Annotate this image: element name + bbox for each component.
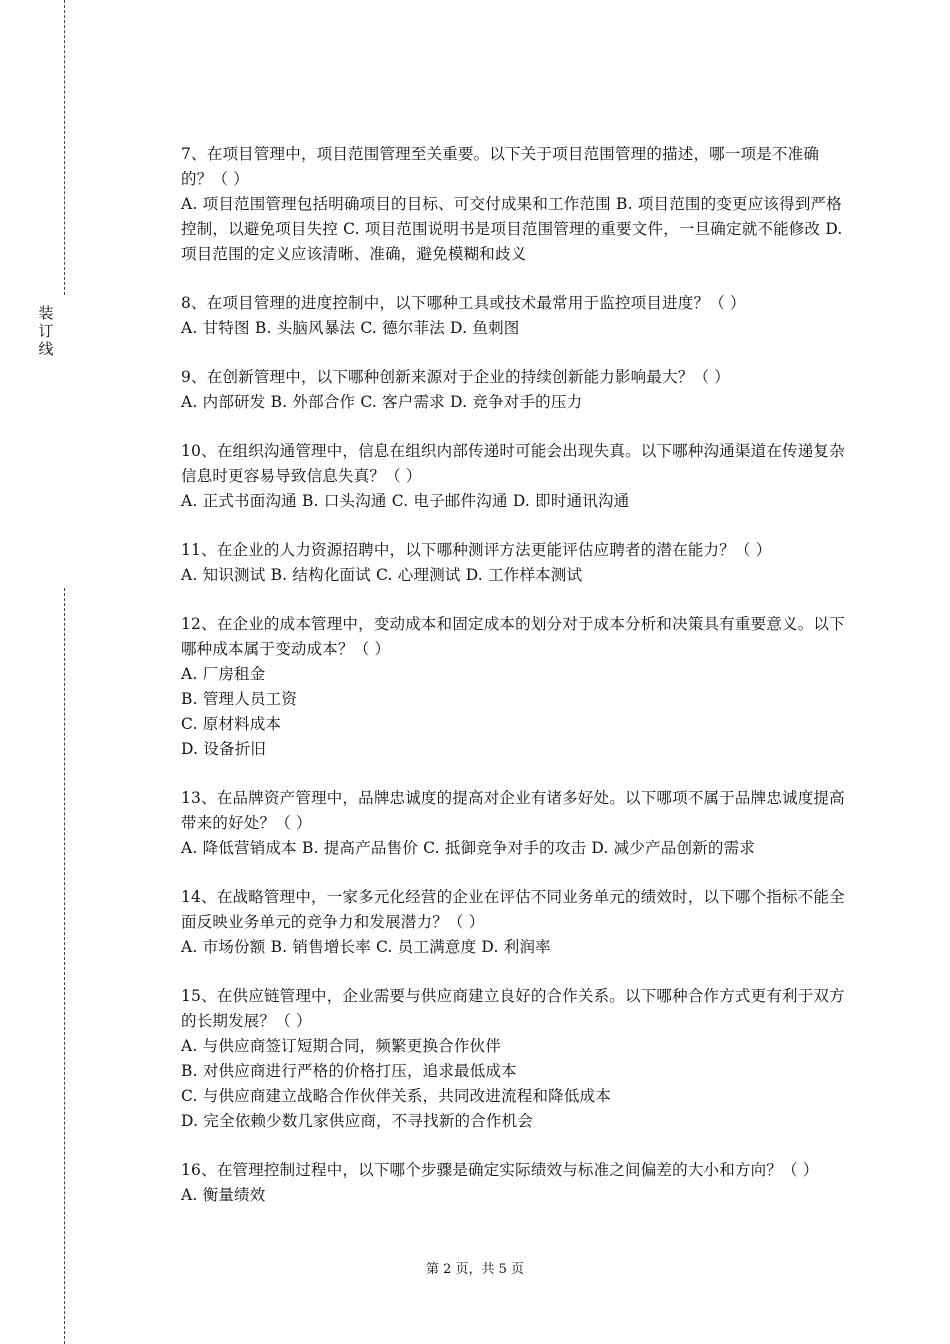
option-b: B. 对供应商进行严格的价格打压，追求最低成本: [181, 1062, 517, 1080]
binding-char: 线: [38, 340, 54, 358]
question-11: [181, 538, 846, 588]
question-8: [181, 291, 846, 341]
question-stem: 16、在管理控制过程中，以下哪个步骤是确定实际绩效与标准之间偏差的大小和方向？（ ）: [181, 1161, 819, 1179]
question-options: A. 内部研发 B. 外部合作 C. 客户需求 D. 竞争对手的压力: [181, 393, 583, 411]
binding-line-bottom: [64, 588, 65, 1344]
question-stem: 10、在组织沟通管理中，信息在组织内部传递时可能会出现失真。以下哪种沟通渠道在传递复杂信息时更容易导致信息失真？（ ）: [181, 442, 845, 485]
option-b: B. 管理人员工资: [181, 690, 298, 708]
question-options: A. 知识测试 B. 结构化面试 C. 心理测试 D. 工作样本测试: [181, 566, 583, 584]
page-footer: 第 2 页，共 5 页: [425, 1262, 525, 1277]
question-10: [181, 439, 846, 514]
option-a: A. 厂房租金: [181, 665, 266, 683]
question-options: A. 降低营销成本 B. 提高产品售价 C. 抵御竞争对手的攻击 D. 减少产品创新的需求: [181, 839, 755, 857]
option-d: D. 设备折旧: [181, 740, 267, 758]
question-12: [181, 612, 846, 762]
question-stem: 13、在品牌资产管理中，品牌忠诚度的提高对企业有诸多好处。以下哪项不属于品牌忠诚度提高带来的好处？（ ）: [181, 789, 845, 832]
question-13: [181, 786, 846, 861]
option-a: A. 与供应商签订短期合同，频繁更换合作伙伴: [181, 1037, 501, 1055]
question-stem: 14、在战略管理中，一家多元化经营的企业在评估不同业务单元的绩效时，以下哪个指标不能全面反映业务单元的竞争力和发展潜力？（ ）: [181, 888, 845, 931]
question-stem: 7、在项目管理中，项目范围管理至关重要。以下关于项目范围管理的描述，哪一项是不准确的？（ ）: [181, 145, 820, 188]
question-stem: 11、在企业的人力资源招聘中，以下哪种测评方法更能评估应聘者的潜在能力？（ ）: [181, 541, 772, 559]
question-options: A. 项目范围管理包括明确项目的目标、可交付成果和工作范围 B. 项目范围的变更应该得到严格控制，以避免项目失控 C. 项目范围说明书是项目范围管理的重要文件，一旦确定就不能修改 D. 项目范围的定义应该清晰、准确，避免模糊和歧义: [181, 195, 848, 263]
question-options: A. 正式书面沟通 B. 口头沟通 C. 电子邮件沟通 D. 即时通讯沟通: [181, 492, 630, 510]
question-16: [181, 1158, 846, 1208]
question-stem: 15、在供应链管理中，企业需要与供应商建立良好的合作关系。以下哪种合作方式更有利于双方的长期发展？（ ）: [181, 987, 845, 1030]
question-options: A. 市场份额 B. 销售增长率 C. 员工满意度 D. 利润率: [181, 938, 551, 956]
question-stem: 12、在企业的成本管理中，变动成本和固定成本的划分对于成本分析和决策具有重要意义。以下哪种成本属于变动成本？（ ）: [181, 615, 845, 658]
question-options: A. 甘特图 B. 头脑风暴法 C. 德尔菲法 D. 鱼刺图: [181, 319, 520, 337]
binding-label: [36, 304, 56, 358]
binding-char: 订: [38, 322, 54, 340]
option-d: D. 完全依赖少数几家供应商，不寻找新的合作机会: [181, 1112, 534, 1130]
binding-char: 装: [38, 304, 54, 322]
question-15: [181, 984, 846, 1134]
question-stem: 9、在创新管理中，以下哪种创新来源对于企业的持续创新能力影响最大？（ ）: [181, 368, 730, 386]
question-list: [181, 142, 846, 1232]
option-c: C. 与供应商建立战略合作伙伴关系，共同改进流程和降低成本: [181, 1087, 611, 1105]
binding-line-top: [64, 0, 65, 295]
question-stem: 8、在项目管理的进度控制中，以下哪种工具或技术最常用于监控项目进度？（ ）: [181, 294, 746, 312]
option-a: A. 衡量绩效: [181, 1186, 266, 1204]
question-14: [181, 885, 846, 960]
question-7: [181, 142, 846, 267]
option-c: C. 原材料成本: [181, 715, 282, 733]
question-9: [181, 365, 846, 415]
